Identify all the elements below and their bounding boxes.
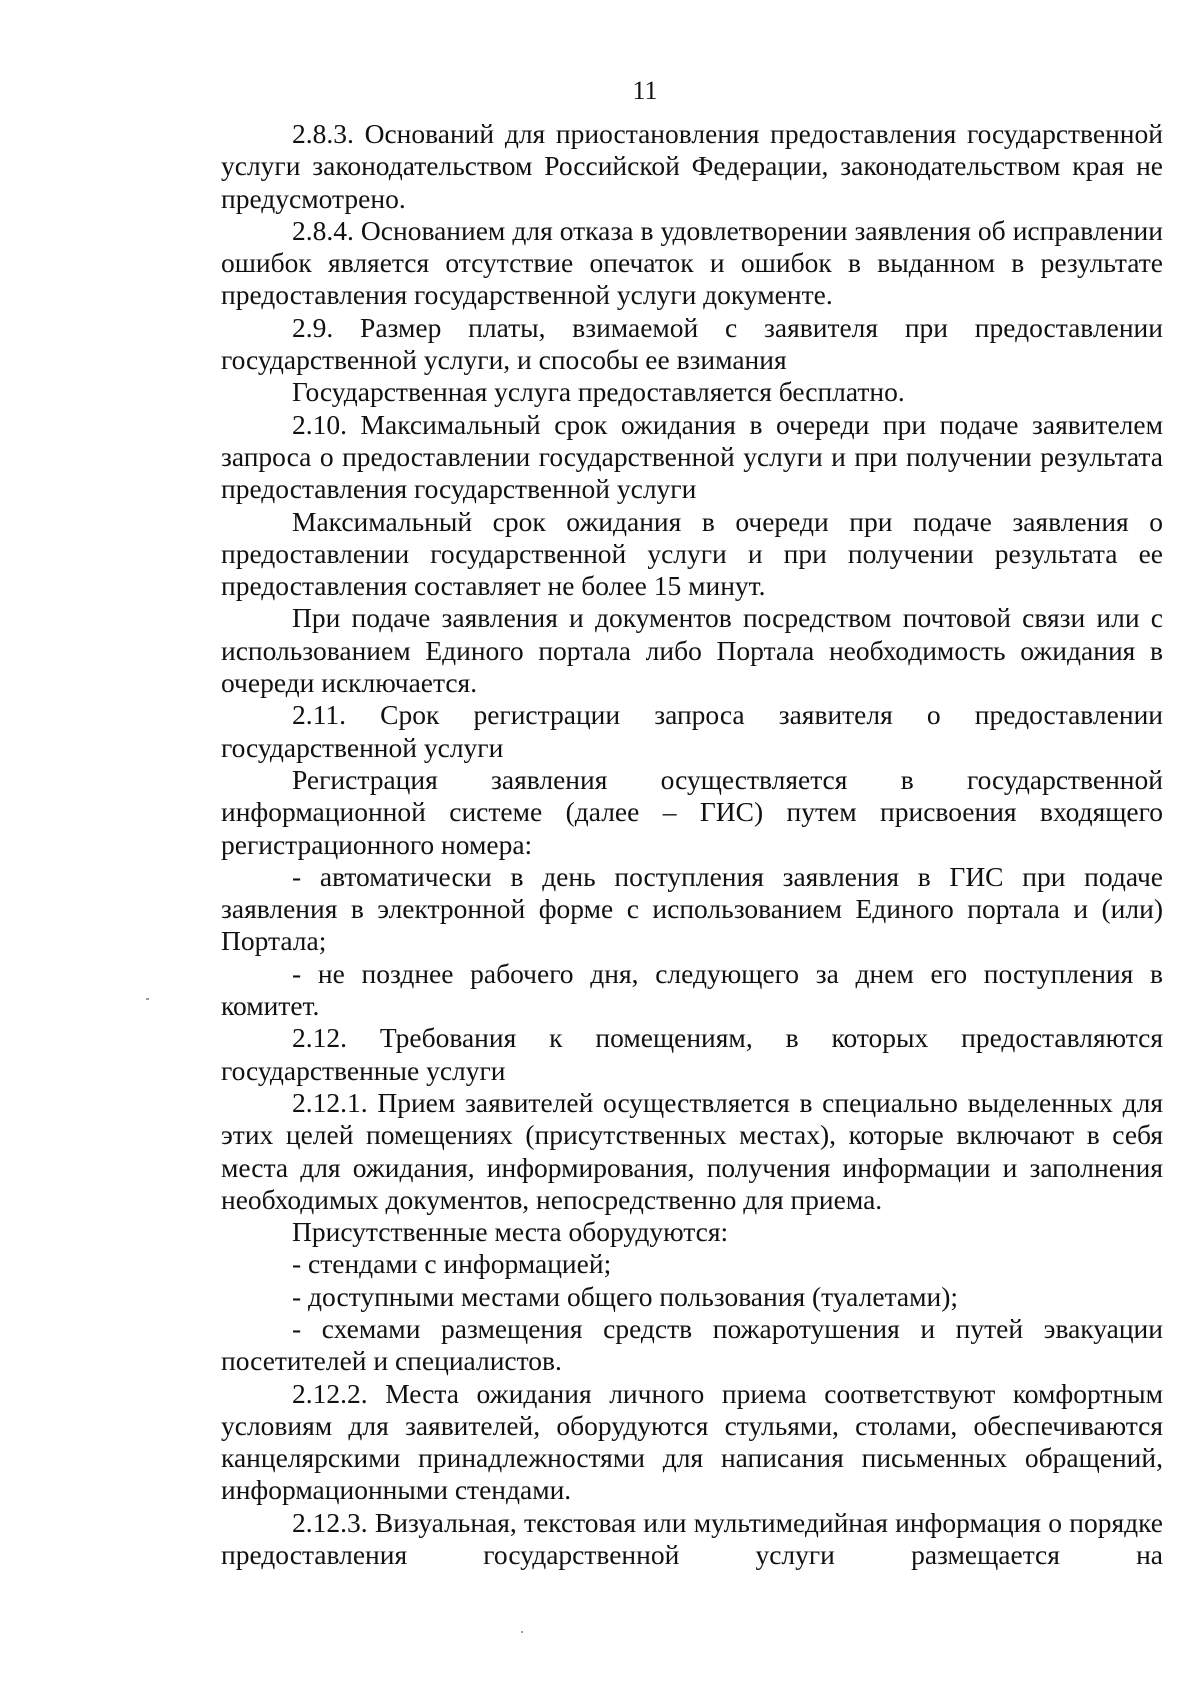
paragraph-2-11-text: Регистрация заявления осуществляется в государственной информационной системе (далее – ГИС) путем присвоения входящего регистрационного номера: [221, 763, 1163, 860]
scan-speck-bottom [521, 1631, 523, 1633]
paragraph-2-10-mail: При подаче заявления и документов посредством почтовой связи или с использованием Единого портала либо Портала необходимость ожидания в очереди исключается. [221, 602, 1163, 699]
paragraph-2-10-heading: 2.10. Максимальный срок ожидания в очереди при подаче заявителем запроса о предоставлении государственной услуги и при получении результата предоставления государственной услуги [221, 408, 1163, 505]
page-number: 11 [632, 76, 658, 105]
paragraph-2-12-heading: 2.12. Требования к помещениям, в которых предоставляются государственные услуги [221, 1022, 1163, 1086]
paragraph-2-12-3: 2.12.3. Визуальная, текстовая или мультимедийная информация о порядке предоставления государственной услуги размещается на [221, 1506, 1163, 1571]
paragraph-2-9-text: Государственная услуга предоставляется бесплатно. [292, 376, 905, 408]
list-item-evacuation: - схемами размещения средств пожаротушения и путей эвакуации посетителей и специалистов. [221, 1312, 1163, 1377]
paragraph-2-12-2: 2.12.2. Места ожидания личного приема соответствуют комфортным условиям для заявителей, оборудуются стульями, столами, обеспечиваются канцелярскими принадлежностями для написания письменных обращений, информационными стендами. [221, 1377, 1163, 1506]
paragraph-2-12-1: 2.12.1. Прием заявителей осуществляется в специально выделенных для этих целей помещениях (присутственных местах), которые включают в себя места для ожидания, информирования, получения информации и заполнения необходимых документов, непосредственно для приема. [221, 1086, 1163, 1215]
paragraph-equipment-intro: Присутственные места оборудуются: [292, 1216, 729, 1248]
paragraph-2-8-4: 2.8.4. Основанием для отказа в удовлетворении заявления об исправлении ошибок является отсутствие опечаток и ошибок в выданном в результате предоставления государственной услуги документе. [221, 214, 1163, 311]
list-item-next-day: - не позднее рабочего дня, следующего за днем его поступления в комитет. [221, 957, 1163, 1022]
paragraph-2-8-3: 2.8.3. Оснований для приостановления предоставления государственной услуги законодательством Российской Федерации, законодательством края не предусмотрено. [221, 118, 1163, 214]
paragraph-2-10-text: Максимальный срок ожидания в очереди при подаче заявления о предоставлении государственной услуги и при получении результата ее предоставления составляет не более 15 минут. [221, 505, 1163, 602]
paragraph-2-11-heading: 2.11. Срок регистрации запроса заявителя о предоставлении государственной услуги [221, 699, 1163, 763]
document-body [221, 118, 1163, 1571]
list-item-toilets: - доступными местами общего пользования (туалетами); [292, 1280, 959, 1312]
list-item-automatic: - автоматически в день поступления заявления в ГИС при подаче заявления в электронной форме с использованием Единого портала и (или) Портала; [221, 860, 1163, 957]
list-item-stands: - стендами с информацией; [292, 1248, 612, 1280]
scan-speck-left [146, 998, 149, 1000]
paragraph-2-9-heading: 2.9. Размер платы, взимаемой с заявителя при предоставлении государственной услуги, и способы ее взимания [221, 311, 1163, 376]
